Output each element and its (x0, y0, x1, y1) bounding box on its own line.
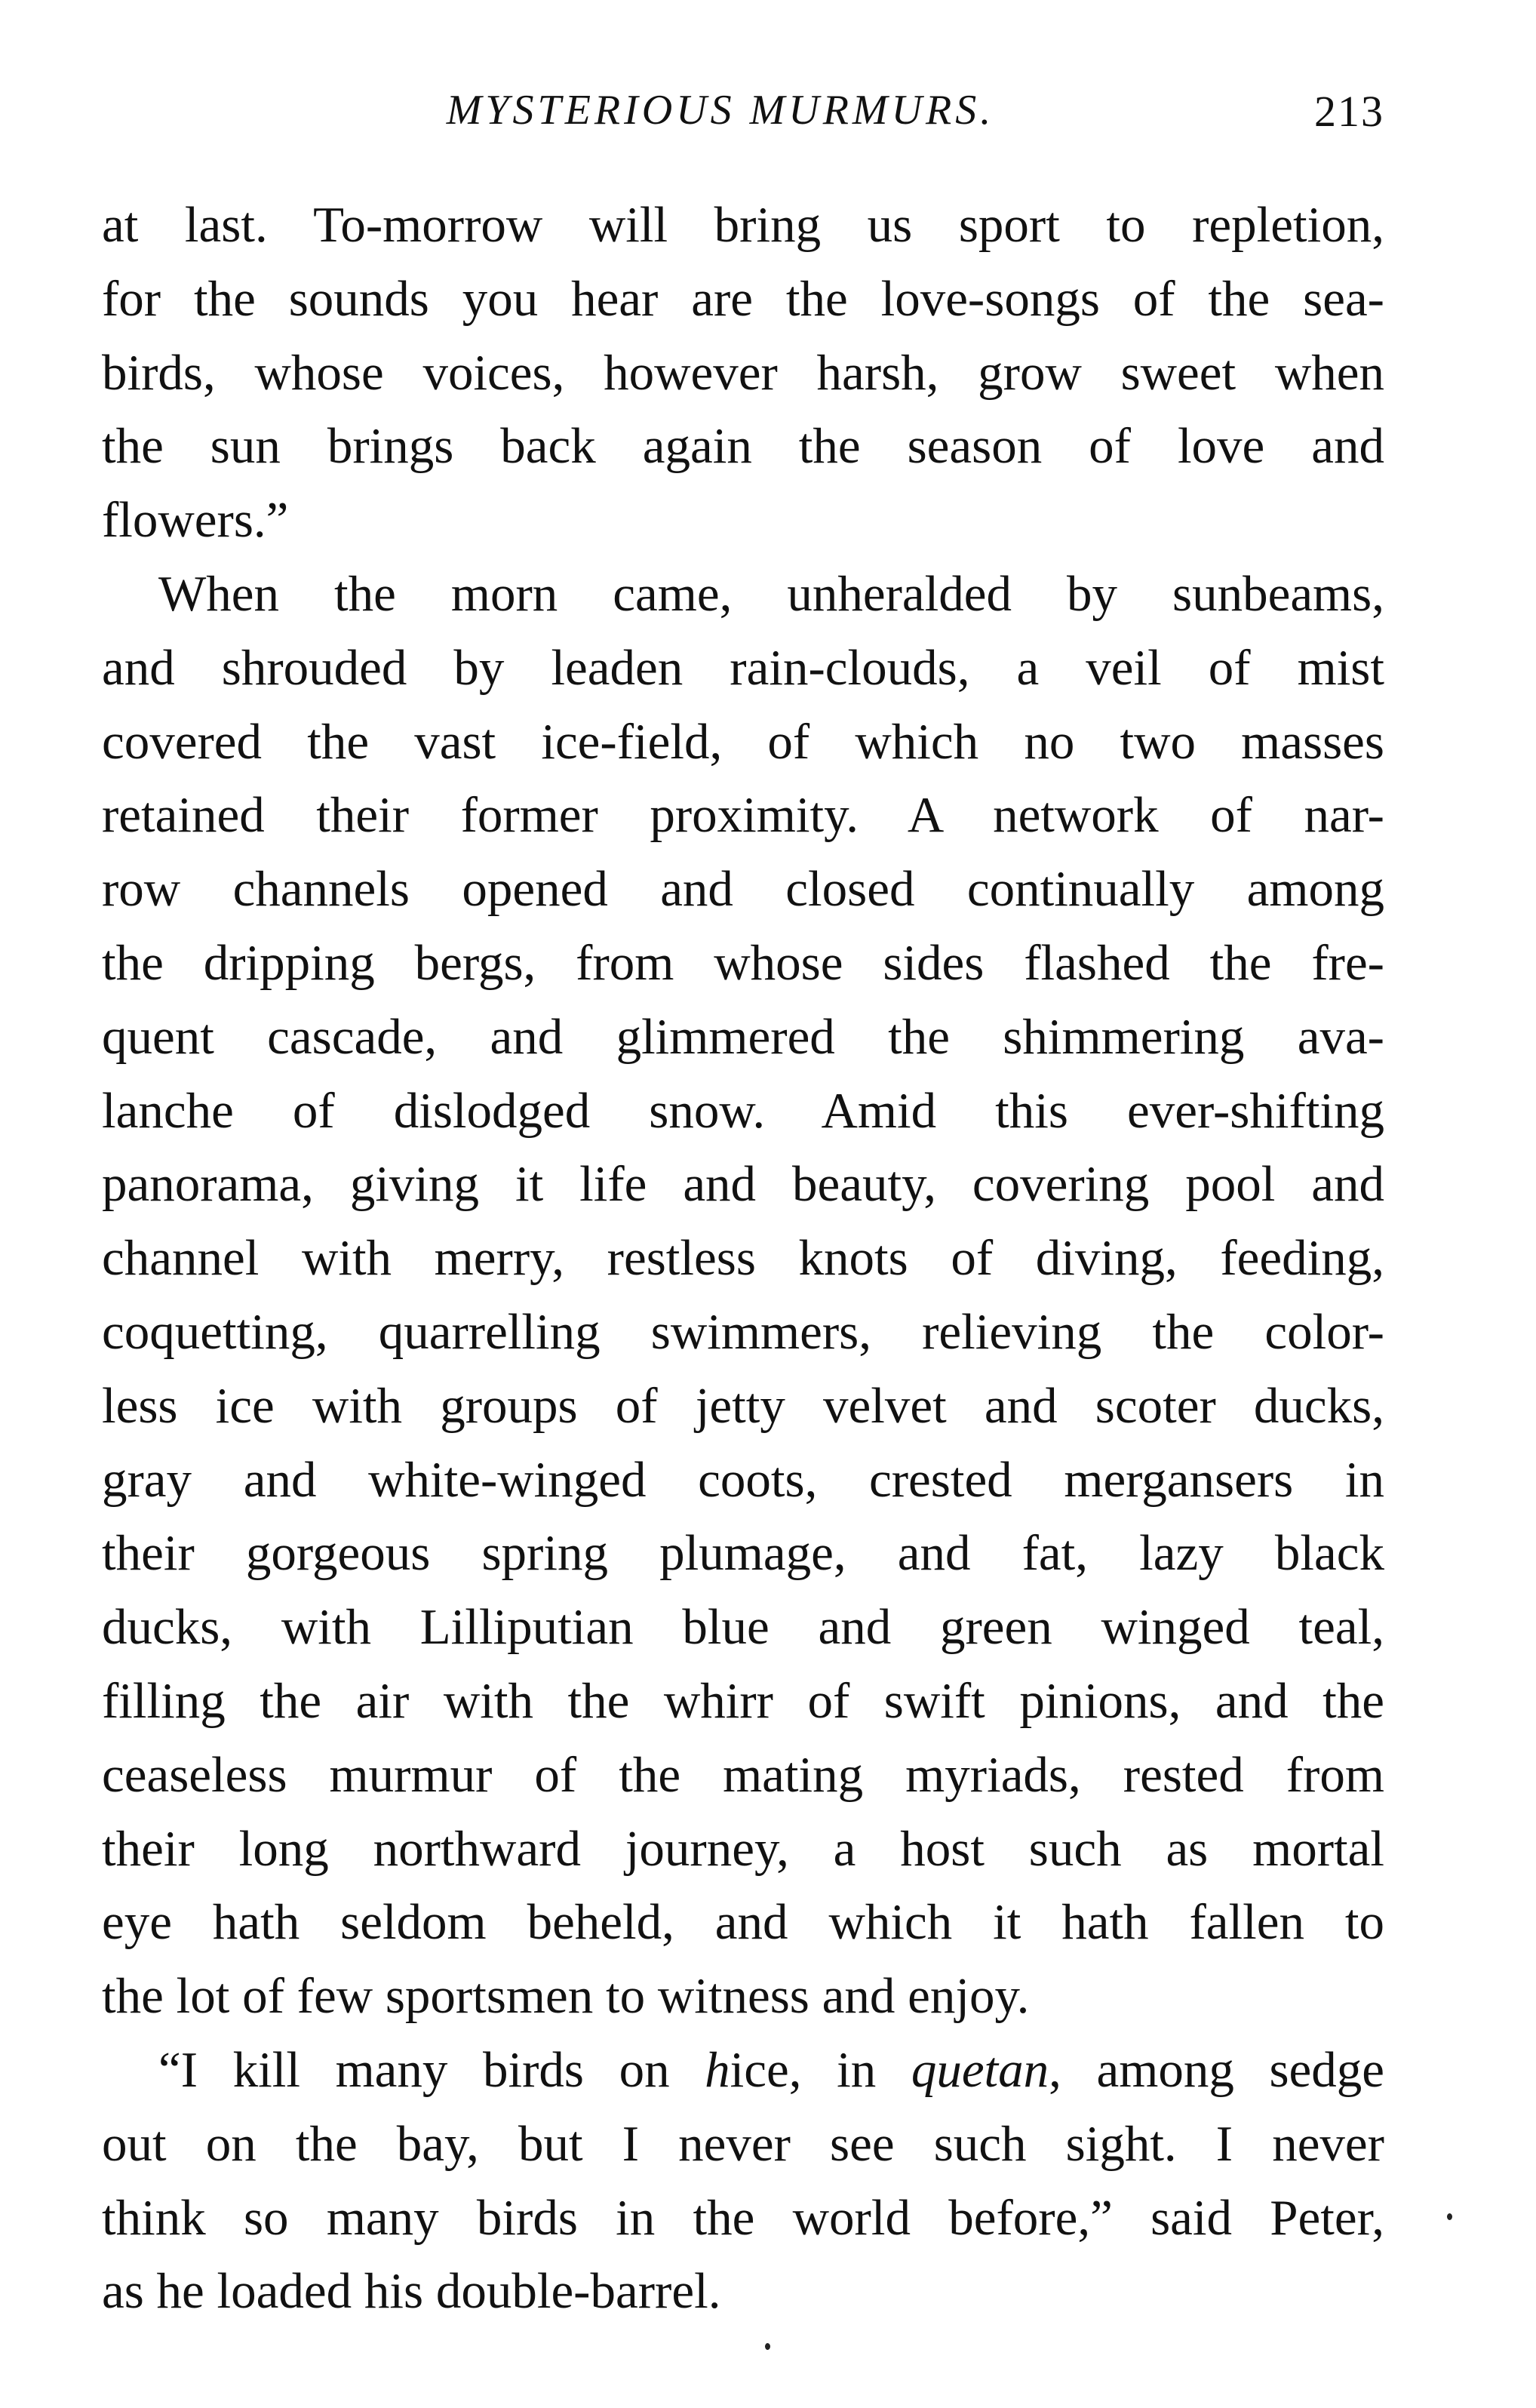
running-title: MYSTERIOUS MURMURS. (446, 87, 995, 134)
text-line: less ice with groups of jetty velvet and scoter ducks, (102, 1377, 1384, 1434)
text-line: When the morn came, unheralded by sunbeams, (158, 565, 1384, 622)
running-head (102, 75, 1384, 158)
body-text (102, 189, 1384, 2329)
text-line: coquetting, quarrelling swimmers, relieving the color- (102, 1303, 1384, 1360)
text-line: ceaseless murmur of the mating myriads, rested from (102, 1746, 1384, 1803)
page-number: 213 (1314, 87, 1384, 136)
italic-segment: h (705, 2041, 730, 2098)
text-line: covered the vast ice-field, of which no two masses (102, 713, 1384, 770)
text-line: flowers.” (102, 492, 289, 549)
text-line: the dripping bergs, from whose sides flashed the fre- (102, 934, 1384, 991)
text-line: channel with merry, restless knots of diving, feeding, (102, 1230, 1384, 1287)
text-line: and shrouded by leaden rain-clouds, a veil of mist (102, 639, 1384, 696)
print-speck (765, 2343, 770, 2350)
text-line: eye hath seldom beheld, and which it hath fallen to (102, 1894, 1384, 1951)
text-segment: ice, in (730, 2041, 911, 2098)
italic-segment: quetan (911, 2041, 1049, 2098)
text-line: their gorgeous spring plumage, and fat, lazy black (102, 1525, 1384, 1582)
text-line: row channels opened and closed continually among (102, 861, 1384, 918)
text-line: panorama, giving it life and beauty, covering pool and (102, 1156, 1384, 1213)
text-line: ducks, with Lilliputian blue and green winged teal, (102, 1599, 1384, 1656)
text-line: quent cascade, and glimmered the shimmering ava- (102, 1008, 1384, 1065)
text-line: at last. To-morrow will bring us sport to repletion, (102, 197, 1384, 253)
text-line: gray and white-winged coots, crested mergansers in (102, 1451, 1384, 1508)
text-line: retained their former proximity. A network of nar- (102, 787, 1384, 844)
text-segment: , among sedge (1049, 2041, 1384, 2098)
text-line: their long northward journey, a host such as mortal (102, 1820, 1384, 1877)
text-line: think so many birds in the world before,” said Peter, (102, 2189, 1384, 2246)
text-line-with-italics (102, 2034, 1384, 2108)
text-line: filling the air with the whirr of swift pinions, and the (102, 1672, 1384, 1729)
print-speck (1447, 2213, 1452, 2220)
text-line: birds, whose voices, however harsh, grow sweet when (102, 344, 1384, 401)
text-line: as he loaded his double-barrel. (102, 2263, 721, 2320)
text-line: lanche of dislodged snow. Amid this ever-shifting (102, 1082, 1384, 1139)
text-line: out on the bay, but I never see such sight. I never (102, 2115, 1384, 2172)
text-line: for the sounds you hear are the love-songs of the sea- (102, 270, 1384, 327)
text-line: the sun brings back again the season of love and (102, 418, 1384, 475)
text-line: the lot of few sportsmen to witness and enjoy. (102, 1968, 1030, 2025)
text-segment: “I kill many birds on (158, 2041, 705, 2098)
